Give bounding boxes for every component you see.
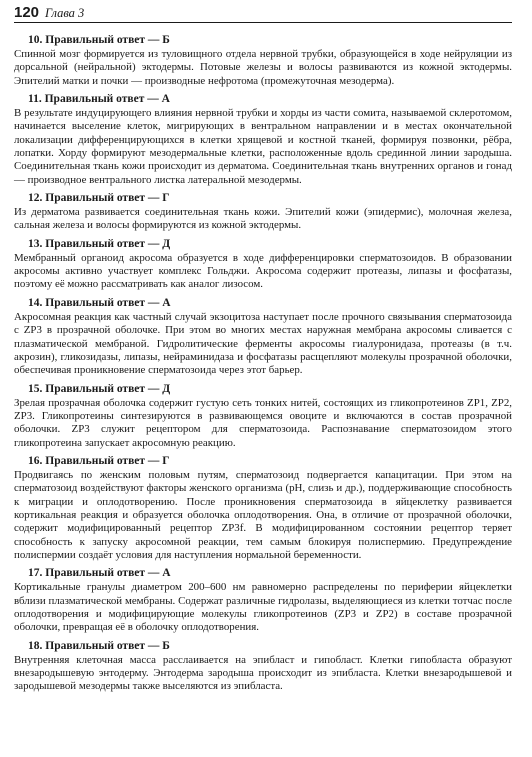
answer-heading: 17. Правильный ответ — А: [28, 567, 171, 580]
answer-heading: 10. Правильный ответ — Б: [28, 34, 170, 46]
answer-heading: 14. Правильный ответ — А: [28, 296, 171, 309]
answer-item: [14, 237, 512, 292]
running-head: [14, 4, 512, 23]
answer-explanation: Акросомная реакция как частный случай экзоцитоза наступает после прочного связывания сперматозоида с ZP3 в прозрачной оболочке. При этом во многих местах наружная мембрана акросомы сливается с плазматической мембраной. Гидролитические ферменты акросомы гиалуронидаза, протеазы (в т.ч. акрозин), гликозидазы, липазы, нейраминидаза и фосфатазы расщепляют молекулы прозрачной оболочки, обеспечивая проникновение сперматозоида через этот барьер.: [14, 310, 512, 377]
answer-explanation: Внутренняя клеточная масса расслаивается на эпибласт и гипобласт. Клетки гипобласта образуют внезародышевую энтодерму. Энтодерма зародыша происходит из эпибласта. Клетки внезародышевой и зародышевой мезодермы также выселяются из эпибласта.: [14, 653, 512, 693]
answer-heading: 13. Правильный ответ — Д: [28, 237, 171, 250]
answer-explanation: Мембранный органоид акросома образуется в ходе дифференцировки сперматозоидов. В образовании акросомы активно участвует комплекс Гольджи. Акросома содержит протеазы, липазы и фосфатазы, поэтому её можно рассматривать как аналог лизосом.: [14, 251, 512, 291]
answer-item: [14, 191, 512, 233]
answer-explanation: Спинной мозг формируется из туловищного отдела нервной трубки, образующейся в ходе нейруляции из дорсальной (нейральной) эктодермы. Потовые железы и волосы развиваются из кожной эктодермы. Эпителий матки и почки — производные нефротома (промежуточная мезодерма).: [14, 48, 512, 87]
answer-item: [14, 566, 512, 634]
answer-explanation: Зрелая прозрачная оболочка содержит густую сеть тонких нитей, состоящих из гликопротеинов ZP1, ZP2, ZP3. Гликопротеины синтезируются в развивающемся овоците и включаются в состав прозрачной оболочки. ZP3 служит рецептором для сперматозоида. Распознавание сперматозоидом этого гликопротеина запускает акросомную реакцию.: [14, 396, 512, 449]
answer-heading: 15. Правильный ответ — Д: [28, 382, 171, 395]
answer-item: [14, 454, 512, 562]
answer-item: [14, 33, 512, 88]
answer-explanation: Кортикальные гранулы диаметром 200–600 нм равномерно распределены по периферии яйцеклетки вблизи плазматической мембраны. Содержат различные гидролазы, выделяющиеся из клетки тотчас после оплодотворения и модифицирующие молекулы гликопротеинов (ZP3 и ZP2) в составе прозрачной оболочки, превращая её в оболочку оплодотворения.: [14, 581, 512, 634]
page-number: 120: [14, 4, 40, 21]
answer-item: [14, 92, 512, 187]
answer-heading: 18. Правильный ответ — Б: [28, 639, 170, 652]
answer-heading: 16. Правильный ответ — Г: [28, 454, 170, 467]
answer-heading: 12. Правильный ответ — Г: [28, 192, 170, 205]
answer-explanation: Продвигаясь по женским половым путям, сперматозоид подвергается капацитации. При этом на сперматозоид воздействуют факторы женского организма (рН, слизь и др.), поддерживающие способность к миграции и оплодотворению. После проникновения сперматозоида в яйцеклетку развивается кортикальная реакция и образуется оболочка оплодотворения. Она, в отличие от прозрачной оболочки, содержит модифицированный рецептор ZP3f. В модифицированном состоянии рецептор теряет способность к запуску акросомной реакции, тем самым блокируя полиспермию. Предупреждение полиспермии создаёт условия для наступления нормальной беременности.: [14, 468, 512, 561]
answer-item: [14, 382, 512, 450]
chapter-title: Глава 3: [45, 6, 85, 20]
answer-item: [14, 639, 512, 694]
answer-explanation: В результате индуцирующего влияния нервной трубки и хорды из части сомита, называемой склеротомом, начинается выселение клеток, мигрирующих в вентральном направлении и в местах окончательной локализации дифференцирующихся в клетки хрящевой и костной тканей, формируя позвонки, рёбра, лопатки. Хорду формируют мезодермальные клетки, расположенные вдоль срединной линии зародыша. Соединительная ткань кожи происходит из дерматома. Соединительная ткань внутренних органов и гонад — производное вентрального листка латеральной мезодермы.: [14, 107, 512, 186]
answer-heading: 11. Правильный ответ — А: [28, 93, 170, 106]
answer-explanation: Из дерматома развивается соединительная ткань кожи. Эпителий кожи (эпидермис), молочная железа, сальная железа и волосы формируются из кожной эктодермы.: [14, 206, 512, 232]
answer-item: [14, 296, 512, 378]
